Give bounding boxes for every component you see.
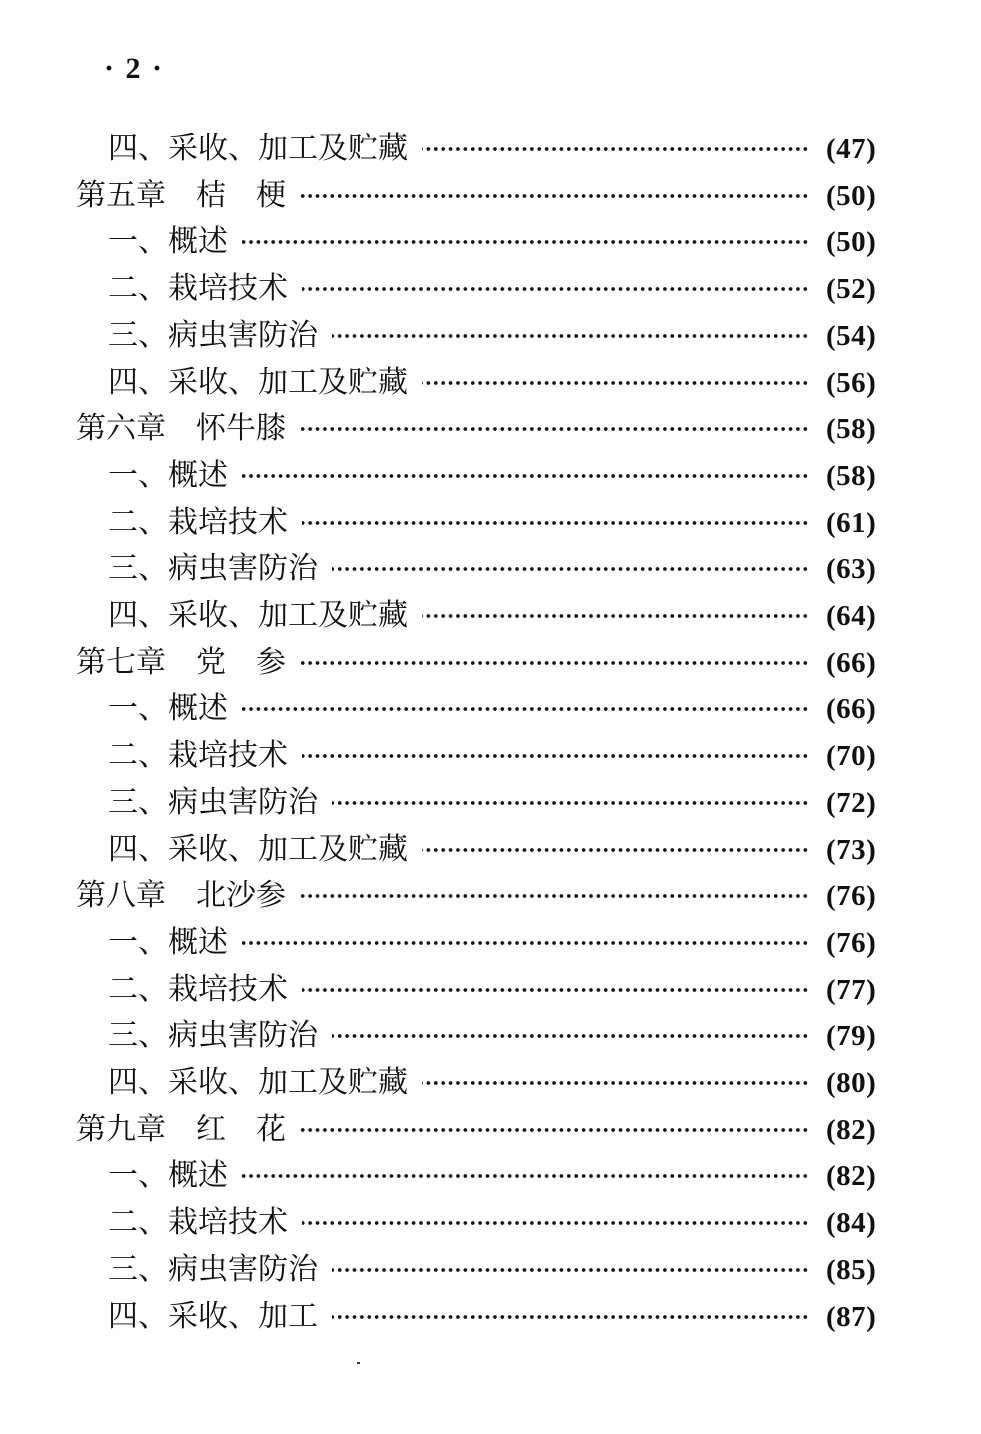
toc-section-row (0, 1247, 981, 1293)
toc-dot-leader (332, 800, 809, 806)
toc-dot-leader (332, 1033, 809, 1039)
toc-page-number: (50) (826, 180, 877, 212)
toc-section-title: 二、栽培技术 (108, 505, 288, 540)
toc-chapter-title: 第五章 桔 梗 (76, 178, 286, 213)
toc-dot-leader (332, 1267, 809, 1273)
toc-section-row (0, 1153, 981, 1199)
toc-section-title: 二、栽培技术 (108, 738, 288, 773)
toc-section-row (0, 546, 981, 592)
toc-chapter-title: 第九章 红 花 (76, 1112, 286, 1147)
toc-dot-leader (422, 613, 809, 619)
toc-page-number: (50) (826, 226, 877, 258)
toc-dot-leader (302, 753, 809, 759)
toc-section-row (0, 1013, 981, 1059)
toc-chapter-title: 第六章 怀牛膝 (76, 411, 286, 446)
toc-section-title: 一、概述 (108, 691, 228, 726)
toc-page-number: (76) (826, 927, 877, 959)
toc-chapter-row (0, 873, 981, 919)
toc-section-title: 三、病虫害防治 (108, 551, 318, 586)
toc-section-title: 一、概述 (108, 925, 228, 960)
toc-section-title: 三、病虫害防治 (108, 785, 318, 820)
toc-section-row (0, 593, 981, 639)
toc-page-number: (85) (826, 1254, 877, 1286)
toc-section-row (0, 126, 981, 172)
toc-page-number: (54) (826, 320, 877, 352)
toc-page-number: (72) (826, 787, 877, 819)
toc-section-row (0, 1294, 981, 1340)
toc-section-row (0, 780, 981, 826)
toc-section-title: 三、病虫害防治 (108, 1018, 318, 1053)
toc-section-row (0, 1060, 981, 1106)
toc-section-title: 四、采收、加工及贮藏 (108, 1065, 408, 1100)
toc-section-title: 一、概述 (108, 224, 228, 259)
toc-dot-leader (242, 706, 809, 712)
toc-dot-leader (422, 1080, 809, 1086)
toc-chapter-row (0, 640, 981, 686)
toc-chapter-row (0, 1107, 981, 1153)
toc-page-number: (87) (826, 1301, 877, 1333)
toc-page-number: (82) (826, 1114, 877, 1146)
toc-dot-leader (300, 893, 809, 899)
toc-dot-leader (332, 333, 809, 339)
toc-section-row (0, 1200, 981, 1246)
toc-page-number: (63) (826, 553, 877, 585)
toc-dot-leader (300, 193, 809, 199)
toc-dot-leader (300, 426, 809, 432)
toc-dot-leader (422, 146, 809, 152)
toc-page-number: (58) (826, 460, 877, 492)
toc-section-title: 二、栽培技术 (108, 972, 288, 1007)
toc-section-row (0, 219, 981, 265)
toc-section-title: 四、采收、加工及贮藏 (108, 832, 408, 867)
toc-section-row (0, 967, 981, 1013)
toc-dot-leader (242, 239, 809, 245)
scan-speck (357, 1362, 360, 1364)
page-number: · 2 · (104, 52, 165, 85)
toc-page-number: (66) (826, 647, 877, 679)
toc-section-row (0, 266, 981, 312)
toc-dot-leader (332, 1314, 809, 1320)
toc-page-number: (61) (826, 507, 877, 539)
toc-dot-leader (300, 660, 809, 666)
toc-chapter-row (0, 406, 981, 452)
toc-section-title: 四、采收、加工及贮藏 (108, 598, 408, 633)
toc-section-title: 二、栽培技术 (108, 1205, 288, 1240)
toc-page-number: (64) (826, 600, 877, 632)
toc-page-number: (79) (826, 1020, 877, 1052)
toc-dot-leader (242, 940, 809, 946)
toc-section-row (0, 733, 981, 779)
toc-dot-leader (302, 520, 809, 526)
toc-section-row (0, 360, 981, 406)
toc-chapter-title: 第八章 北沙参 (76, 878, 286, 913)
toc-chapter-title: 第七章 党 参 (76, 645, 286, 680)
toc-dot-leader (332, 566, 809, 572)
toc-section-title: 三、病虫害防治 (108, 1252, 318, 1287)
toc-dot-leader (422, 380, 809, 386)
toc-dot-leader (242, 473, 809, 479)
toc-section-row (0, 313, 981, 359)
toc-dot-leader (422, 847, 809, 853)
toc-dot-leader (302, 987, 809, 993)
toc-section-row (0, 500, 981, 546)
toc-page-number: (77) (826, 974, 877, 1006)
toc-dot-leader (302, 1220, 809, 1226)
toc-dot-leader (242, 1173, 809, 1179)
toc-page-number: (52) (826, 273, 877, 305)
toc-page-number: (66) (826, 693, 877, 725)
toc-page-number: (70) (826, 740, 877, 772)
toc-page-number: (76) (826, 880, 877, 912)
toc-page-number: (73) (826, 834, 877, 866)
toc-page-number: (47) (826, 133, 877, 165)
toc-dot-leader (302, 286, 809, 292)
toc-section-title: 四、采收、加工及贮藏 (108, 131, 408, 166)
toc-section-row (0, 686, 981, 732)
toc-section-title: 一、概述 (108, 458, 228, 493)
toc-page-number: (84) (826, 1207, 877, 1239)
toc-dot-leader (300, 1127, 809, 1133)
toc-section-title: 四、采收、加工 (108, 1299, 318, 1334)
toc-page-number: (82) (826, 1160, 877, 1192)
toc-section-row (0, 920, 981, 966)
toc-section-title: 四、采收、加工及贮藏 (108, 365, 408, 400)
toc-section-title: 一、概述 (108, 1158, 228, 1193)
toc-page-number: (80) (826, 1067, 877, 1099)
toc-section-title: 三、病虫害防治 (108, 318, 318, 353)
toc-page-number: (56) (826, 367, 877, 399)
toc-page-number: (58) (826, 413, 877, 445)
toc-section-row (0, 453, 981, 499)
toc-chapter-row (0, 173, 981, 219)
toc-section-row (0, 827, 981, 873)
toc-section-title: 二、栽培技术 (108, 271, 288, 306)
